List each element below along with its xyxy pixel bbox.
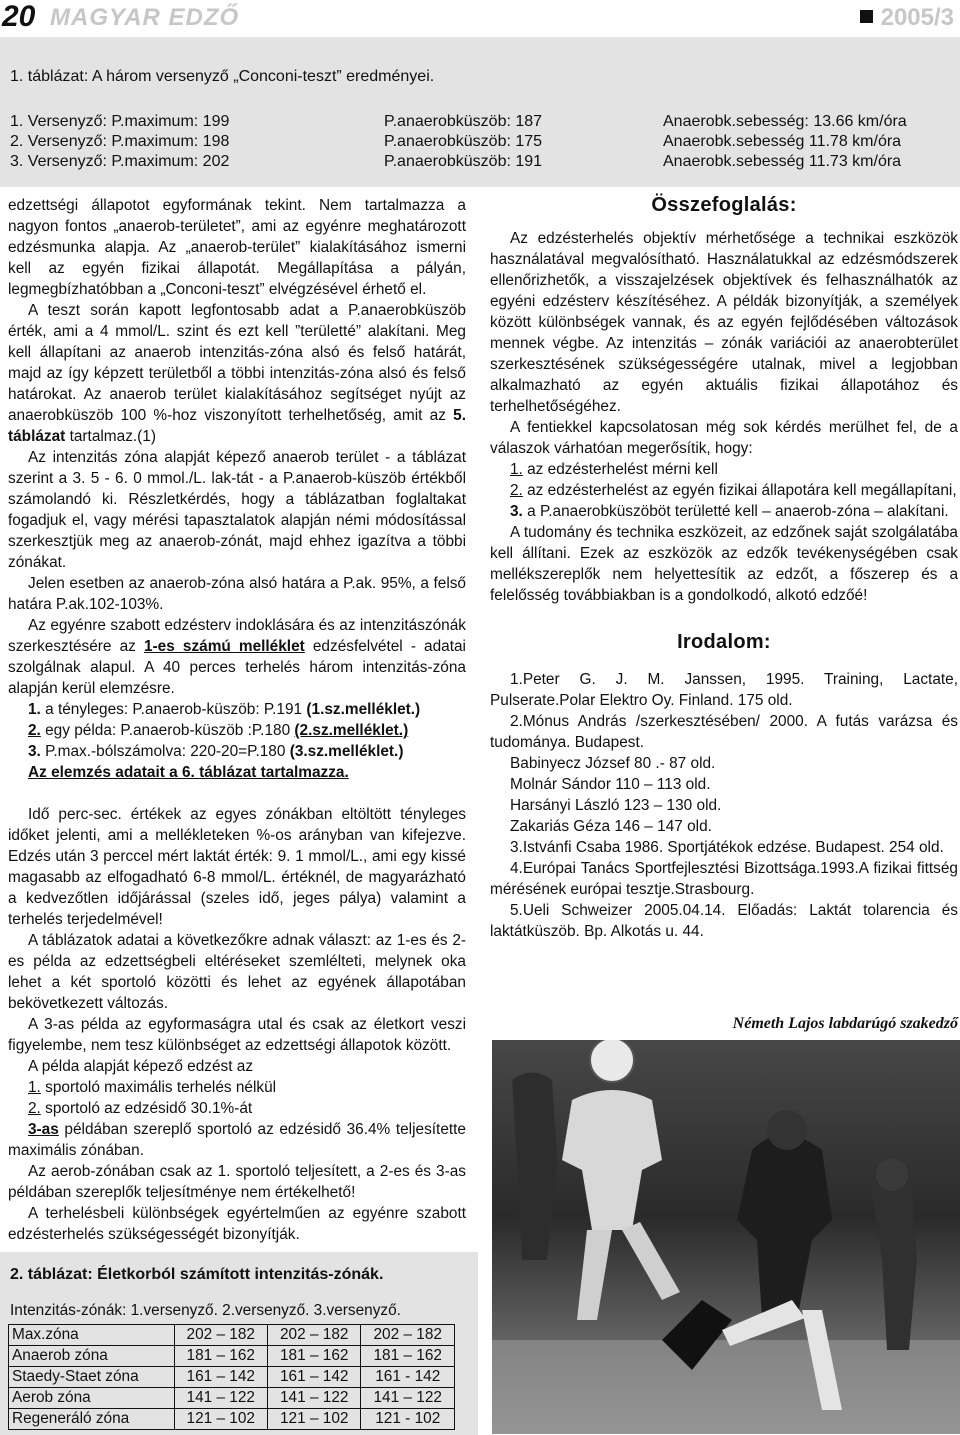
paragraph-text: edzésfelvétel - adatai szolgálnak alapul. A 40 perces terhelés három intenzitás-zóna alapján kerül elemzésre. xyxy=(8,638,466,697)
table-2-box xyxy=(0,1252,478,1435)
list-text: a P.anaerobküszöböt területté kell – anaerob-zóna – alakítani. xyxy=(527,503,949,520)
table-cell: 3. Versenyző: P.maximum: 202 xyxy=(10,153,230,170)
appendix-reference: (3.sz.melléklet.) xyxy=(289,743,404,760)
table-cell: 161 - 142 xyxy=(361,1367,455,1388)
paragraph: A terhelésbeli különbségek egyértelműen az egyénre szabott edzésterhelés szükségességét bizonyítják. xyxy=(8,1205,466,1243)
list-number: 2. xyxy=(28,722,41,739)
list-number: 1. xyxy=(510,461,523,478)
table-cell: 141 – 122 xyxy=(268,1388,361,1409)
list-text: az edzésterhelést mérni kell xyxy=(527,461,718,478)
table-cell: Anaerob zóna xyxy=(9,1346,175,1367)
paragraph xyxy=(8,300,466,447)
spacer xyxy=(490,606,958,632)
list-number: 3. xyxy=(28,743,41,760)
table-cell: P.anaerobküszöb: 187 xyxy=(384,113,543,130)
table-cell: Max.zóna xyxy=(9,1325,175,1346)
author-signature: Németh Lajos labdarúgó szakedző xyxy=(732,1015,958,1032)
paragraph: Az edzésterhelés objektív mérhetősége a technikai eszközök használatával megvalósítható. Használatukkal az edzésmódszerek ellenőrizhetők, a visszajelzések objektívek és felhasználhatók az egyéni edzésterv készítéséhez. A példák bizonyítják, a személyek között különbségek vannak, és az egyén fejlődésében változások mennek végbe. Az intenzitás – zónák variációi az anaerobterület szerkesztésének szükségességére utalnak, mivel a legjobban alkalmazható az egyén aktuális fizikai állapotához és terhelhetőségéhez. xyxy=(490,230,958,415)
list-text: P.max.-bólszámolva: 220-20=P.180 xyxy=(45,743,286,760)
paragraph-text: tartalmaz.(1) xyxy=(69,428,156,445)
list-text: példában szereplő sportoló az edzésidő 36.4% teljesítette maximális zónában. xyxy=(8,1121,466,1159)
page-number: 20 xyxy=(2,0,36,33)
list-item xyxy=(490,459,958,480)
reference-item: Molnár Sándor 110 – 113 old. xyxy=(510,776,711,793)
list-text: sportoló maximális terhelés nélkül xyxy=(45,1079,277,1096)
table-row xyxy=(9,1325,455,1346)
spacer xyxy=(490,216,958,228)
list-item xyxy=(8,1077,466,1098)
list-item xyxy=(8,720,466,741)
references-heading: Irodalom: xyxy=(677,631,771,653)
table-cell: P.anaerobküszöb: 175 xyxy=(384,133,543,150)
page-header xyxy=(0,0,960,38)
list-item xyxy=(8,741,466,762)
reference-item: 5.Ueli Schweizer 2005.04.14. Előadás: Laktát tolarencia és laktátküszöb. Bp. Alkotás u. 44. xyxy=(490,902,958,940)
table-cell: 1. Versenyző: P.maximum: 199 xyxy=(10,113,230,130)
table-1-title: 1. táblázat: A három versenyző „Conconi-teszt” eredményei. xyxy=(10,68,435,85)
table-cell: 161 – 142 xyxy=(174,1367,267,1388)
paragraph: Az intenzitás zóna alapját képező anaerob terület - a táblázat szerint a 3. 5 - 6. 0 mmol./L. lak-tát - a P.anaerob-küszöb értékből számolandó ki. Részletkérdés, hogy a táblázatban foglaltakat fogadjuk el, vagy mérési tapasztalatok alapján némi módosítással szerkesztjük meg az anaerob-zónát, majd ehhez igazítva a többi zónákat. xyxy=(8,449,466,571)
appendix-reference: 1-es számú melléklet xyxy=(143,638,305,655)
table-cell: 121 – 102 xyxy=(174,1409,267,1430)
table-cell: Anaerobk.sebesség: 13.66 km/óra xyxy=(663,113,907,130)
table-row xyxy=(10,113,950,133)
table-cell: 141 – 122 xyxy=(361,1388,455,1409)
list-item xyxy=(8,699,466,720)
reference-item: 2.Mónus András /szerkesztésében/ 2000. A futás varázsa és tudománya. Budapest. xyxy=(490,713,958,751)
table-row xyxy=(9,1346,455,1367)
list-number: 1. xyxy=(28,1079,41,1096)
table-cell: 121 – 102 xyxy=(268,1409,361,1430)
appendix-reference: (2.sz.melléklet.) xyxy=(294,722,409,739)
table-row xyxy=(9,1388,455,1409)
table-cell: 2. Versenyző: P.maximum: 198 xyxy=(10,133,230,150)
paragraph: edzettségi állapotot egyformának tekint. Nem tartalmazza a nagyon fontos „anaerob-területet”, ami az egyénre meghatározott edzésmunka alapja. Az „anaerob-terület” kialakításához ismerni kell az egyén fizikai állapotát. Megállapítása a pályán, legmegbízhatóbban a „Conconi-teszt” elvégzésével érhető el. xyxy=(8,197,466,298)
paragraph-text: Az egyénre szabott edzésterv indoklására és az intenzitászónák szerkesztésére az xyxy=(8,617,466,655)
list-note: Az elemzés adatait a 6. táblázat tartalmazza. xyxy=(28,764,349,781)
spacer xyxy=(490,653,958,669)
table-1-box xyxy=(0,37,960,187)
paragraph: A tudomány és technika eszközeit, az edzőnek saját szolgálatába kell állítani. Ezek az eszközök az edzők tevékenységében csak mellékszereplők nem helyettesítik az edzőt, a főszerep és a felelősség továbbiakban is a gondolkodó, alkotó edzőé! xyxy=(490,524,958,604)
left-column xyxy=(8,195,466,1245)
table-cell: 181 – 162 xyxy=(174,1346,267,1367)
list-number: 2. xyxy=(510,482,523,499)
list-text: sportoló az edzésidő 30.1%-át xyxy=(45,1100,253,1117)
table-2-title: 2. táblázat: Életkorból számított intenzitás-zónák. xyxy=(10,1266,384,1283)
reference-item: 4.Európai Tanács Sportfejlesztési Bizottsága.1993.A fizikai fittség mérésének európai tesztje.Strasbourg. xyxy=(490,860,958,898)
square-bullet-icon xyxy=(860,10,873,23)
list-number: 2. xyxy=(28,1100,41,1117)
list-item xyxy=(8,1119,466,1161)
list-number: 1. xyxy=(28,701,41,718)
table-2-grid xyxy=(8,1324,455,1430)
football-photo-illustration xyxy=(492,1040,960,1434)
paragraph: Az aerob-zónában csak az 1. sportoló teljesített, a 2-es és 3-as példában szereplők teljesítménye nem értékelhető! xyxy=(8,1163,466,1201)
table-cell: Anaerobk.sebesség 11.78 km/óra xyxy=(663,133,902,150)
reference-item: 3.Istvánfi Csaba 1986. Sportjátékok edzése. Budapest. 254 old. xyxy=(510,839,944,856)
table-row xyxy=(9,1367,455,1388)
paragraph: A fentiekkel kapcsolatosan még sok kérdés merülhet fel, de a válaszok várhatóan megerősítik, hogy: xyxy=(490,419,958,457)
paragraph xyxy=(8,615,466,699)
paragraph: A 3-as példa az egyformaságra utal és csak az életkort veszi figyelembe, nem tesz különbséget az edzettségi állapotok között. xyxy=(8,1016,466,1054)
right-column xyxy=(490,195,958,942)
table-cell: Regeneráló zóna xyxy=(9,1409,175,1430)
list-item xyxy=(490,501,958,522)
paragraph: Jelen esetben az anaerob-zóna alsó határa a P.ak. 95%, a felső határa P.ak.102-103%. xyxy=(8,575,466,613)
table-cell: 161 – 142 xyxy=(268,1367,361,1388)
reference-item: 1.Peter G. J. M. Janssen, 1995. Training, Lactate, Pulserate.Polar Elektro Oy. Finland. 175 old. xyxy=(490,671,958,709)
summary-heading: Összefoglalás: xyxy=(651,194,797,216)
paragraph-text: A teszt során kapott legfontosabb adat a P.anaerobküszöb érték, ami a 4 mmol/L. szint és ezt kell ”területté” alakítani. Meg kell állapítani az anaerob intenzitás-zóna alsó és felső határát, majd az így képzett területből a többi intenzitás-zóna alsó és felső határokat. Az anaerob terület kialakításához segítséget nyújt az anaerobküszöb 100 %-hoz viszonyított terhelhetőség, amit az xyxy=(8,302,466,424)
table-cell: Aerob zóna xyxy=(9,1388,175,1409)
issue-number: 2005/3 xyxy=(880,4,954,31)
list-text: a tényleges: P.anaerob-küszöb: P.191 xyxy=(45,701,303,718)
table-cell: 181 – 162 xyxy=(361,1346,455,1367)
table-cell: P.anaerobküszöb: 191 xyxy=(384,153,543,170)
table-row xyxy=(9,1409,455,1430)
list-text: az edzésterhelést az egyén fizikai állapotára kell megállapítani, xyxy=(527,482,957,499)
table-cell: 141 – 122 xyxy=(174,1388,267,1409)
table-cell: 121 - 102 xyxy=(361,1409,455,1430)
list-text: egy példa: P.anaerob-küszöb :P.180 xyxy=(45,722,291,739)
table-row xyxy=(10,153,950,173)
table-cell: 181 – 162 xyxy=(268,1346,361,1367)
spacer xyxy=(8,783,466,804)
reference-item: Babinyecz József 80 .- 87 old. xyxy=(510,755,716,772)
table-cell: Anaerobk.sebesség 11.73 km/óra xyxy=(663,153,902,170)
table-reference: 5. táblázat xyxy=(8,407,466,445)
reference-item: Harsányi László 123 – 130 old. xyxy=(510,797,722,814)
paragraph: A példa alapját képező edzést az xyxy=(28,1058,254,1075)
football-photo xyxy=(492,1040,960,1434)
table-cell: 202 – 182 xyxy=(361,1325,455,1346)
appendix-reference: (1.sz.melléklet.) xyxy=(306,701,421,718)
table-cell: 202 – 182 xyxy=(174,1325,267,1346)
list-item xyxy=(8,1098,466,1119)
list-item xyxy=(490,480,958,501)
list-number: 3-as xyxy=(28,1121,59,1138)
table-2-header: Intenzitás-zónák: 1.versenyző. 2.versenyző. 3.versenyző. xyxy=(10,1302,401,1319)
magazine-title: MAGYAR EDZŐ xyxy=(50,4,240,31)
table-row xyxy=(10,133,950,153)
paragraph: Idő perc-sec. értékek az egyes zónákban eltöltött tényleges időket jelenti, ami a mellékleteken %-os arányban van kifejezve. Edzés után 3 perccel mért laktát érték: 9. 1 mmol/L., ami egy kissé magasabb az elfogadható 6-8 mmol/L. értéknél, de magyarázható a kedvezőtlen időjárással (szeles idő, jeges pálya) valamint a terhelés terjedelmével! xyxy=(8,806,466,928)
table-cell: Staedy-Staet zóna xyxy=(9,1367,175,1388)
paragraph: A táblázatok adatai a következőkre adnak választ: az 1-es és 2-es példa az edzettségbeli eltéréseket szemlélteti, melynek oka lehet a két sportoló közötti és lehet az egyének állapotában bekövetkezett változás. xyxy=(8,932,466,1012)
issue-label xyxy=(860,4,954,32)
table-cell: 202 – 182 xyxy=(268,1325,361,1346)
reference-item: Zakariás Géza 146 – 147 old. xyxy=(510,818,712,835)
list-number: 3. xyxy=(510,503,523,520)
